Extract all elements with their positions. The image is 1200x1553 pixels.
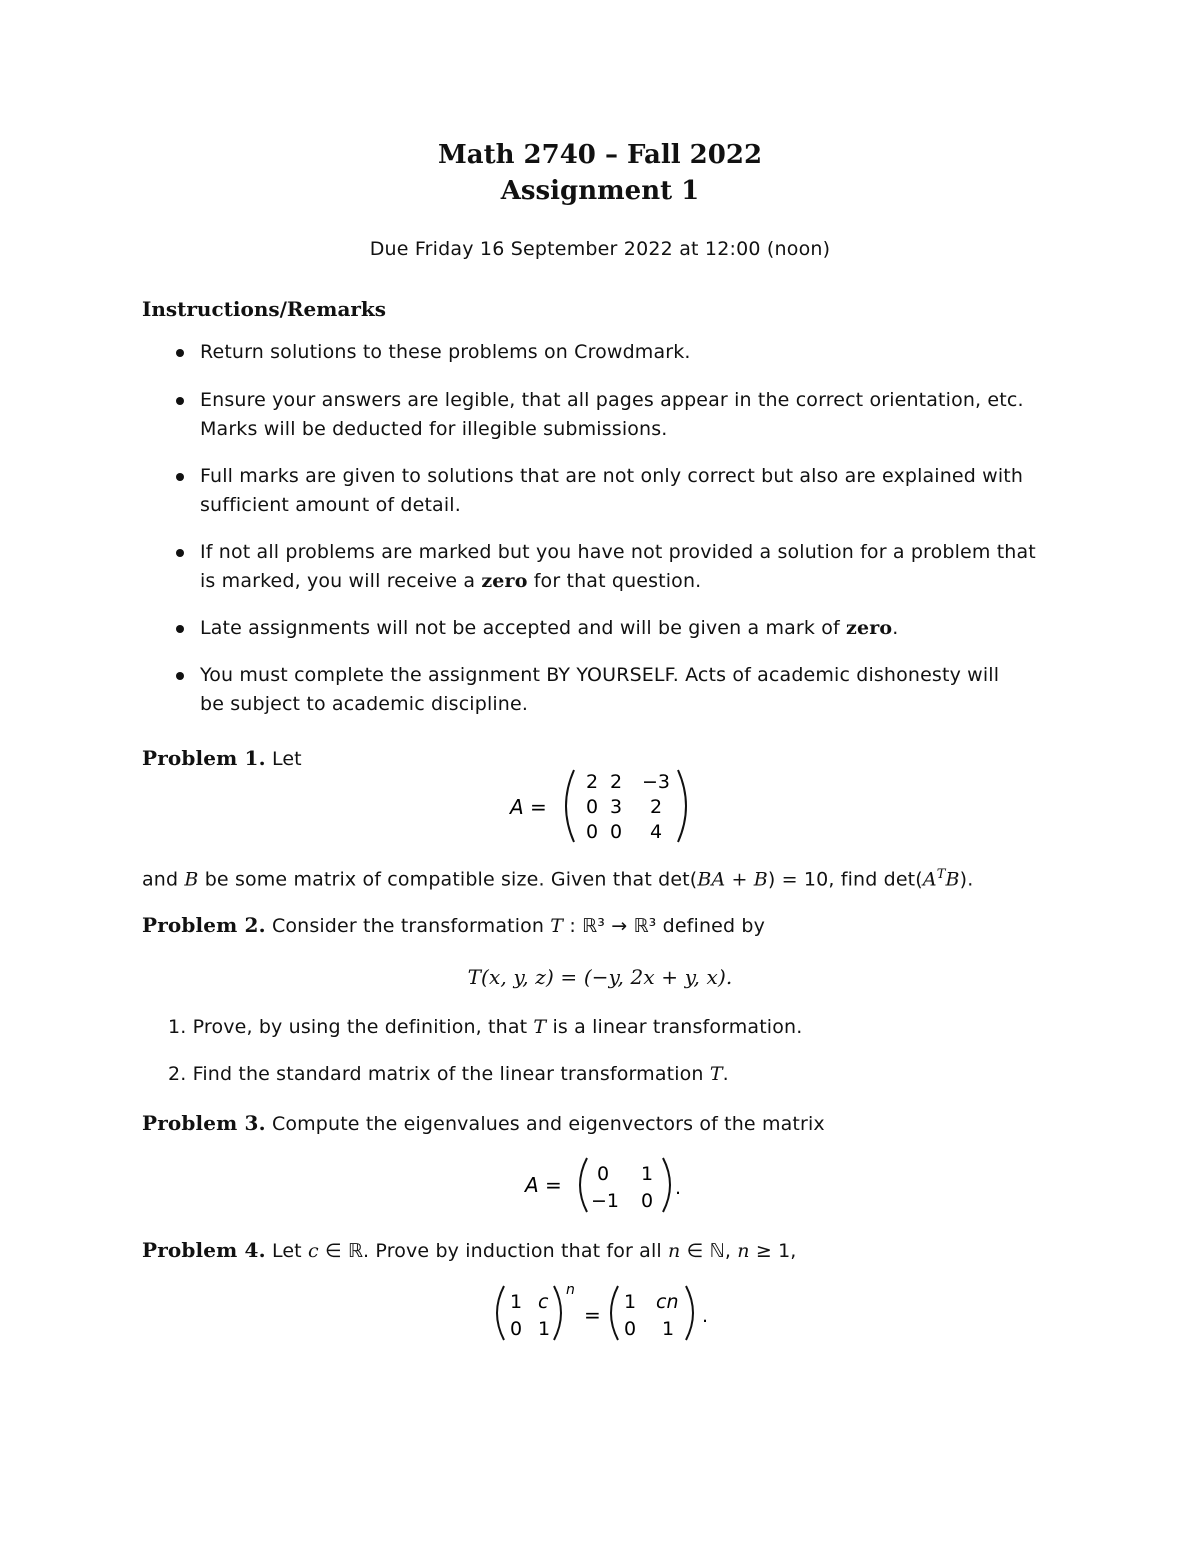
- matrix-cell: 0: [624, 1318, 637, 1340]
- matrix-cell: 1: [538, 1318, 551, 1340]
- text-run: ∈ ℝ. Prove by induction that for all: [318, 1240, 669, 1262]
- matrix-cell: 2: [650, 796, 663, 818]
- text-run: is a linear transformation.: [546, 1016, 803, 1038]
- bullet-icon: [176, 473, 184, 481]
- math-var: B: [945, 868, 960, 891]
- matrix-cell: −1: [591, 1190, 620, 1212]
- matrix-cell: 0: [510, 1318, 523, 1340]
- problem-1-label: Problem 1.: [142, 746, 266, 770]
- text-run: Prove, by using the definition, that: [192, 1016, 534, 1038]
- problem-2-lead: [142, 913, 765, 937]
- math-var: B: [184, 868, 199, 891]
- exponent: n: [566, 1282, 575, 1298]
- problem-4-equation: [488, 1280, 728, 1346]
- matrix-cell: 2: [610, 771, 623, 793]
- problem-3-matrix: [515, 1152, 695, 1218]
- left-paren-icon: [497, 1286, 504, 1340]
- text-run: You must complete the assignment: [200, 664, 547, 686]
- matrix-cell: 1: [662, 1318, 675, 1340]
- math-var: n: [737, 1240, 750, 1262]
- problem-1-lead: [142, 746, 302, 770]
- text-run: Let: [271, 1240, 308, 1262]
- bullet-icon: [176, 672, 184, 680]
- problem-1-matrix: [500, 762, 700, 850]
- emphasis-zero: zero: [481, 570, 528, 592]
- instructions-heading: Instructions/Remarks: [142, 297, 387, 321]
- text-run: . Acts of academic dishonesty will: [672, 664, 1000, 686]
- left-paren-icon: [580, 1158, 587, 1212]
- problem-4-label: Problem 4.: [142, 1238, 266, 1262]
- matrix-cell: 0: [610, 821, 623, 843]
- text-run: : ℝ³ → ℝ³ defined by: [563, 915, 765, 937]
- matrix-cell: cn: [656, 1291, 679, 1313]
- math-var: T: [533, 1016, 547, 1038]
- bullet-icon: [176, 349, 184, 357]
- matrix-cell: 0: [586, 796, 599, 818]
- instruction-item-continuation: sufficient amount of detail.: [200, 494, 461, 516]
- problem-2-formula: T(x, y, z) = (−y, 2x + y, x).: [467, 965, 733, 989]
- bullet-icon: [176, 625, 184, 633]
- math-expr: BA + B: [697, 868, 768, 891]
- problem-2-label: Problem 2.: [142, 913, 266, 937]
- text-run: ∈ ℕ,: [680, 1240, 738, 1262]
- problem-2-part-2: [168, 1063, 729, 1085]
- instruction-item: Full marks are given to solutions that are not only correct but also are explained with: [200, 465, 1024, 487]
- right-paren-icon: [663, 1158, 670, 1212]
- assignment-title: Assignment 1: [500, 176, 700, 206]
- matrix-cell: 2: [586, 771, 599, 793]
- problem-3-label: Problem 3.: [142, 1111, 266, 1135]
- right-paren-icon: [678, 770, 686, 842]
- left-paren-icon: [566, 770, 574, 842]
- text-run: Let: [271, 748, 302, 770]
- matrix-cell: 1: [510, 1291, 523, 1313]
- right-paren-icon: [554, 1286, 561, 1340]
- instruction-item-continuation: Marks will be deducted for illegible submissions.: [200, 418, 668, 440]
- math-var: n: [668, 1240, 681, 1262]
- matrix-cell: 4: [650, 821, 663, 843]
- matrix-cell: −3: [642, 771, 671, 793]
- instruction-item: [200, 617, 898, 639]
- matrix-cell: 0: [597, 1163, 610, 1185]
- matrix-cell: 1: [641, 1163, 654, 1185]
- text-run: for that question.: [527, 570, 702, 592]
- math-var: c: [307, 1240, 319, 1262]
- svg-text:.: .: [702, 1305, 709, 1327]
- right-paren-icon: [686, 1286, 693, 1340]
- part-number: 1.: [168, 1016, 187, 1038]
- bullet-icon: [176, 549, 184, 557]
- instruction-item-continuation: be subject to academic discipline.: [200, 693, 529, 715]
- instruction-item: If not all problems are marked but you have not provided a solution for a problem that: [200, 541, 1036, 563]
- text-run: and: [142, 868, 185, 891]
- text-run: ).: [959, 868, 974, 891]
- math-var: A: [922, 868, 937, 891]
- matrix-cell: 3: [610, 796, 623, 818]
- problem-1-statement: [142, 867, 973, 890]
- instruction-item: Ensure your answers are legible, that all pages appear in the correct orientation, etc.: [200, 389, 1024, 411]
- text-run: Compute the eigenvalues and eigenvectors of the matrix: [271, 1113, 825, 1135]
- matrix-cell: 0: [586, 821, 599, 843]
- problem-4-lead: [142, 1238, 797, 1262]
- instruction-item: [200, 664, 999, 686]
- text-run: Find the standard matrix of the linear transformation: [192, 1063, 710, 1085]
- matrix-lhs: A =: [525, 1173, 562, 1197]
- text-run: ≥ 1,: [749, 1240, 797, 1262]
- matrix-cell: 0: [641, 1190, 654, 1212]
- math-var: T: [550, 915, 564, 937]
- text-run: .: [892, 617, 899, 639]
- math-var: T: [709, 1063, 723, 1085]
- matrix-lhs: A =: [510, 795, 547, 819]
- matrix-cell: 1: [624, 1291, 637, 1313]
- math-sup: T: [936, 867, 946, 882]
- emphasis-by-yourself: BY YOURSELF: [546, 664, 673, 686]
- bullet-icon: [176, 397, 184, 405]
- matrix-cell: c: [538, 1291, 549, 1313]
- text-run: ) = 10, find det(: [767, 868, 923, 891]
- course-title: Math 2740 – Fall 2022: [437, 140, 763, 170]
- svg-text:.: .: [675, 1177, 682, 1199]
- instruction-item: Return solutions to these problems on Crowdmark.: [200, 341, 691, 363]
- left-paren-icon: [611, 1286, 618, 1340]
- problem-3-lead: [142, 1111, 825, 1135]
- text-run: Consider the transformation: [271, 915, 551, 937]
- problem-2-part-1: [168, 1016, 802, 1038]
- svg-text:=: =: [584, 1303, 601, 1327]
- text-run: Late assignments will not be accepted and will be given a mark of: [200, 617, 847, 639]
- instruction-item-continuation: [200, 570, 701, 592]
- text-run: is marked, you will receive a: [200, 570, 482, 592]
- part-number: 2.: [168, 1063, 187, 1085]
- text-run: be some matrix of compatible size. Given that det(: [198, 868, 698, 891]
- due-date: Due Friday 16 September 2022 at 12:00 (noon): [369, 238, 831, 260]
- text-run: .: [722, 1063, 729, 1085]
- emphasis-zero: zero: [846, 617, 893, 639]
